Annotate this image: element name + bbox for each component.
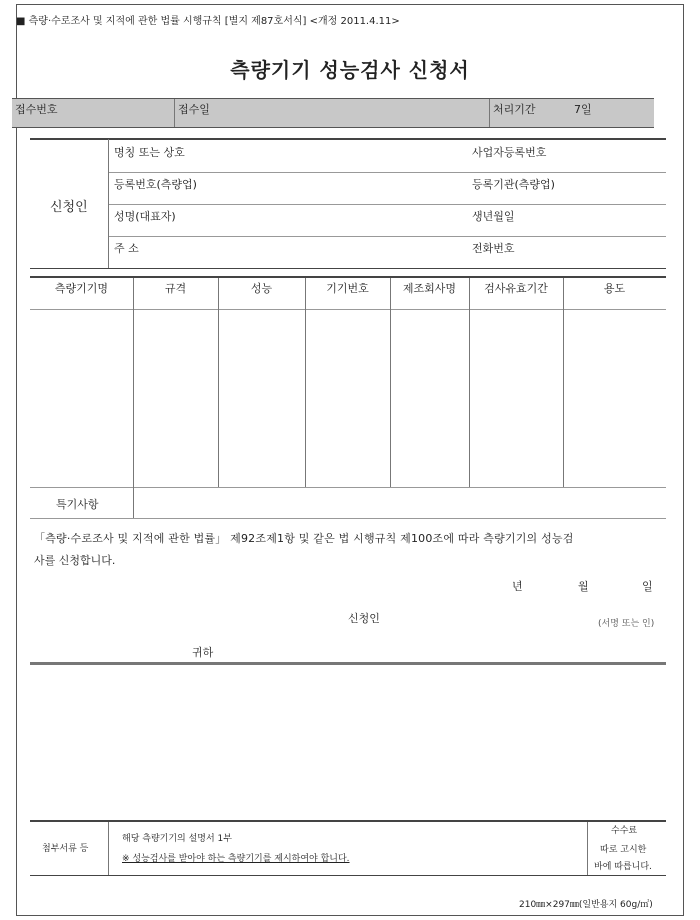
processing-period-value: 7일: [574, 103, 592, 116]
fee-label: 수수료: [611, 826, 638, 836]
date-year-label[interactable]: 년: [512, 580, 523, 593]
application-statement-line1: 「측량·수로조사 및 지적에 관한 법률」 제92조제1항 및 같은 법 시행규칙 제100조에 따라 측량기기의 성능검: [34, 532, 574, 545]
application-statement-line2: 사를 신청합니다.: [34, 554, 116, 567]
fee-line1: 따로 고시한: [600, 845, 647, 855]
date-month-label[interactable]: 월: [578, 580, 589, 593]
remarks-label: 특기사항: [56, 498, 99, 511]
attachment-notice-line: ※ 성능검사를 받아야 하는 측량기기를 제시하여야 합니다.: [122, 854, 350, 864]
col-header-validity-period: 검사유효기간: [484, 282, 548, 295]
representative-name-field[interactable]: 성명(대표자): [114, 210, 176, 223]
receipt-bar: [12, 98, 654, 128]
applicant-name-field[interactable]: 명칭 또는 상호: [114, 146, 185, 159]
col-header-purpose: 용도: [603, 282, 626, 295]
addressee-suffix: 귀하: [192, 646, 214, 659]
applicant-section-label: 신청인: [50, 200, 88, 215]
remarks-field[interactable]: [134, 488, 666, 517]
receipt-date-label: 접수일: [178, 103, 210, 116]
receipt-number-label: 접수번호: [15, 103, 58, 116]
col-header-spec: 규격: [164, 282, 187, 295]
biz-reg-number-field[interactable]: 사업자등록번호: [472, 146, 547, 159]
receipt-number-field[interactable]: [12, 99, 174, 127]
phone-field[interactable]: 전화번호: [472, 242, 515, 255]
signer-label: 신청인: [348, 612, 380, 625]
col-header-manufacturer: 제조회사명: [402, 282, 457, 295]
address-field[interactable]: 주 소: [114, 242, 139, 255]
col-header-serial-number: 기기번호: [326, 282, 369, 295]
form-legal-reference: ■ 측량·수로조사 및 지적에 관한 법률 시행규칙 [별지 제87호서식] <개정 2011.4.11>: [16, 16, 400, 27]
sign-hint[interactable]: (서명 또는 인): [598, 619, 655, 629]
form-title: 측량기기 성능검사 신청서: [230, 58, 470, 82]
equipment-entry-area[interactable]: [30, 310, 666, 486]
survey-reg-org-field[interactable]: 등록기관(측량업): [472, 178, 555, 191]
processing-period-field: [490, 99, 654, 127]
attachments-label: 첨부서류 등: [42, 844, 89, 854]
attachment-manual-line: 해당 측량기기의 설명서 1부: [122, 834, 232, 844]
birth-date-field[interactable]: 생년월일: [472, 210, 515, 223]
col-header-performance: 성능: [250, 282, 273, 295]
survey-reg-number-field[interactable]: 등록번호(측량업): [114, 178, 197, 191]
receipt-date-field[interactable]: [175, 99, 489, 127]
date-day-label[interactable]: 일: [642, 580, 653, 593]
fee-line2: 바에 따릅니다.: [594, 862, 652, 872]
processing-period-label: 처리기간: [493, 103, 536, 116]
col-header-equipment-name: 측량기기명: [54, 282, 109, 295]
paper-spec: 210㎜×297㎜(일반용지 60g/㎡): [519, 900, 653, 910]
